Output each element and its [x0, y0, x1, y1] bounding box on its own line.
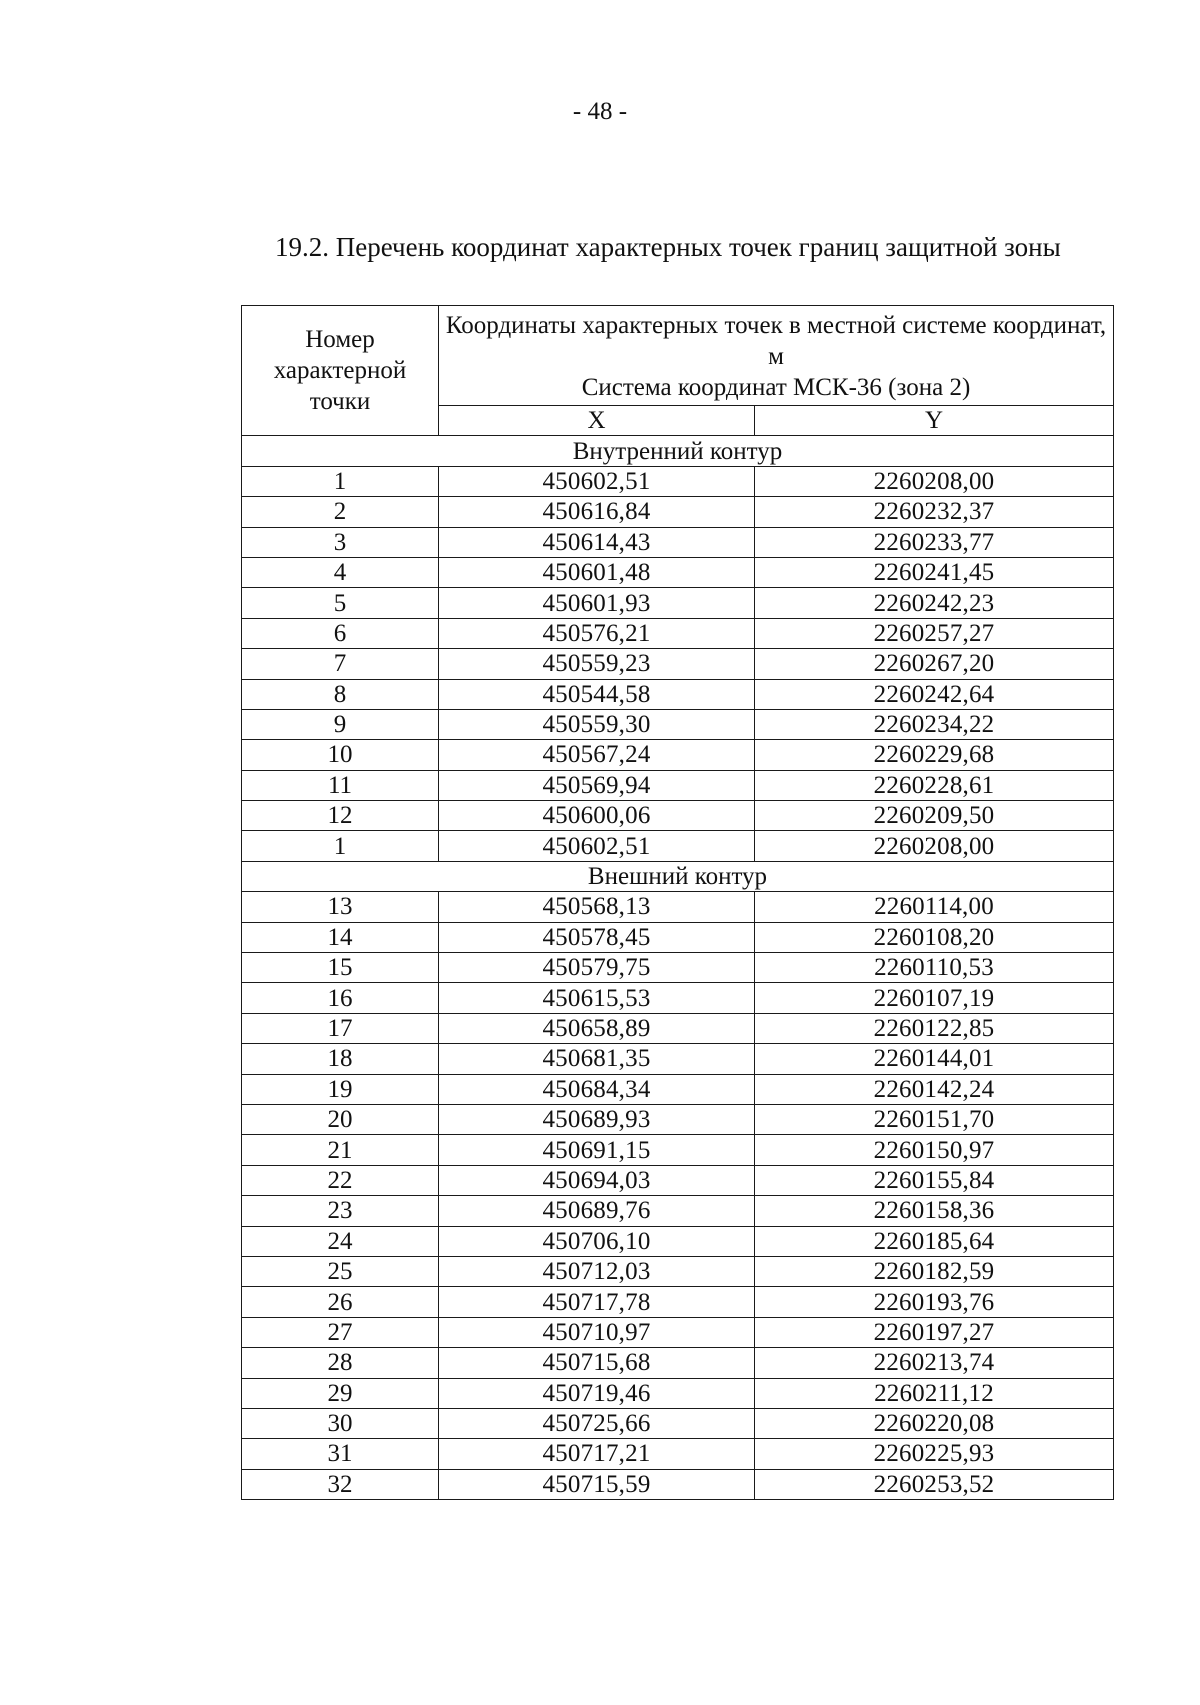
x-coordinate-cell: 450567,24 [439, 740, 755, 770]
y-coordinate-cell: 2260234,22 [755, 709, 1114, 739]
section-label: Внутренний контур [242, 436, 1114, 466]
x-coordinate-cell: 450689,93 [439, 1104, 755, 1134]
table-header-row [242, 306, 1114, 406]
table-body [242, 436, 1114, 1500]
point-number-cell: 27 [242, 1317, 439, 1347]
y-coordinate-cell: 2260242,23 [755, 588, 1114, 618]
point-number-cell: 1 [242, 831, 439, 861]
table-row [242, 679, 1114, 709]
header-coordinate-system: Система координат МСК-36 (зона 2) [581, 374, 971, 401]
x-coordinate-cell: 450614,43 [439, 527, 755, 557]
point-number-cell: 5 [242, 588, 439, 618]
table-row [242, 892, 1114, 922]
table-row [242, 740, 1114, 770]
table-row [242, 1165, 1114, 1195]
y-coordinate-cell: 2260122,85 [755, 1013, 1114, 1043]
y-coordinate-cell: 2260114,00 [755, 892, 1114, 922]
x-coordinate-cell: 450569,94 [439, 770, 755, 800]
point-number-cell: 16 [242, 983, 439, 1013]
x-coordinate-cell: 450717,21 [439, 1439, 755, 1469]
table-row [242, 1439, 1114, 1469]
x-coordinate-cell: 450559,23 [439, 649, 755, 679]
y-coordinate-cell: 2260232,37 [755, 497, 1114, 527]
y-coordinate-cell: 2260241,45 [755, 557, 1114, 587]
x-coordinate-cell: 450681,35 [439, 1044, 755, 1074]
table-row [242, 1317, 1114, 1347]
table-row [242, 618, 1114, 648]
point-number-cell: 4 [242, 557, 439, 587]
point-number-cell: 13 [242, 892, 439, 922]
x-coordinate-cell: 450602,51 [439, 466, 755, 496]
table-row [242, 922, 1114, 952]
point-number-cell: 8 [242, 679, 439, 709]
point-number-cell: 15 [242, 953, 439, 983]
y-coordinate-cell: 2260182,59 [755, 1256, 1114, 1286]
table-row [242, 1348, 1114, 1378]
y-coordinate-cell: 2260213,74 [755, 1348, 1114, 1378]
y-coordinate-cell: 2260220,08 [755, 1408, 1114, 1438]
y-coordinate-cell: 2260155,84 [755, 1165, 1114, 1195]
x-coordinate-cell: 450544,58 [439, 679, 755, 709]
x-coordinate-cell: 450576,21 [439, 618, 755, 648]
table-row [242, 588, 1114, 618]
y-coordinate-cell: 2260193,76 [755, 1287, 1114, 1317]
y-coordinate-cell: 2260151,70 [755, 1104, 1114, 1134]
point-number-cell: 26 [242, 1287, 439, 1317]
x-coordinate-cell: 450602,51 [439, 831, 755, 861]
y-coordinate-cell: 2260208,00 [755, 466, 1114, 496]
y-coordinate-cell: 2260107,19 [755, 983, 1114, 1013]
x-coordinate-cell: 450725,66 [439, 1408, 755, 1438]
header-coordinates-label: Координаты характерных точек в местной системе координат, м [445, 312, 1107, 370]
point-number-cell: 32 [242, 1469, 439, 1499]
table-row [242, 649, 1114, 679]
y-coordinate-cell: 2260233,77 [755, 527, 1114, 557]
y-coordinate-cell: 2260150,97 [755, 1135, 1114, 1165]
header-coordinates [439, 306, 1114, 406]
x-coordinate-cell: 450717,78 [439, 1287, 755, 1317]
table-row [242, 1135, 1114, 1165]
y-coordinate-cell: 2260108,20 [755, 922, 1114, 952]
x-coordinate-cell: 450568,13 [439, 892, 755, 922]
y-coordinate-cell: 2260229,68 [755, 740, 1114, 770]
table-row [242, 1074, 1114, 1104]
point-number-cell: 6 [242, 618, 439, 648]
point-number-cell: 17 [242, 1013, 439, 1043]
x-coordinate-cell: 450601,48 [439, 557, 755, 587]
y-coordinate-cell: 2260144,01 [755, 1044, 1114, 1074]
point-number-cell: 7 [242, 649, 439, 679]
header-x: X [439, 406, 755, 436]
point-number-cell: 23 [242, 1196, 439, 1226]
point-number-cell: 22 [242, 1165, 439, 1195]
table-row [242, 983, 1114, 1013]
table-row [242, 1469, 1114, 1499]
y-coordinate-cell: 2260197,27 [755, 1317, 1114, 1347]
x-coordinate-cell: 450719,46 [439, 1378, 755, 1408]
table-row [242, 527, 1114, 557]
table-row [242, 953, 1114, 983]
point-number-cell: 21 [242, 1135, 439, 1165]
point-number-cell: 20 [242, 1104, 439, 1134]
x-coordinate-cell: 450712,03 [439, 1256, 755, 1286]
section-row [242, 436, 1114, 466]
y-coordinate-cell: 2260242,64 [755, 679, 1114, 709]
x-coordinate-cell: 450715,59 [439, 1469, 755, 1499]
y-coordinate-cell: 2260257,27 [755, 618, 1114, 648]
table-row [242, 770, 1114, 800]
table-row [242, 1287, 1114, 1317]
table-row [242, 466, 1114, 496]
x-coordinate-cell: 450684,34 [439, 1074, 755, 1104]
table-row [242, 497, 1114, 527]
y-coordinate-cell: 2260209,50 [755, 801, 1114, 831]
table-row [242, 1013, 1114, 1043]
y-coordinate-cell: 2260208,00 [755, 831, 1114, 861]
x-coordinate-cell: 450706,10 [439, 1226, 755, 1256]
point-number-cell: 12 [242, 801, 439, 831]
point-number-cell: 28 [242, 1348, 439, 1378]
point-number-cell: 9 [242, 709, 439, 739]
x-coordinate-cell: 450616,84 [439, 497, 755, 527]
table-row [242, 801, 1114, 831]
y-coordinate-cell: 2260211,12 [755, 1378, 1114, 1408]
x-coordinate-cell: 450689,76 [439, 1196, 755, 1226]
x-coordinate-cell: 450559,30 [439, 709, 755, 739]
point-number-cell: 10 [242, 740, 439, 770]
x-coordinate-cell: 450658,89 [439, 1013, 755, 1043]
table-row [242, 1378, 1114, 1408]
y-coordinate-cell: 2260253,52 [755, 1469, 1114, 1499]
point-number-cell: 11 [242, 770, 439, 800]
point-number-cell: 3 [242, 527, 439, 557]
header-point-number: Номер характерной точки [242, 306, 439, 436]
x-coordinate-cell: 450710,97 [439, 1317, 755, 1347]
point-number-cell: 18 [242, 1044, 439, 1074]
table-row [242, 1104, 1114, 1134]
point-number-cell: 31 [242, 1439, 439, 1469]
coordinates-table [241, 305, 1114, 1500]
y-coordinate-cell: 2260158,36 [755, 1196, 1114, 1226]
point-number-cell: 29 [242, 1378, 439, 1408]
table-row [242, 1226, 1114, 1256]
x-coordinate-cell: 450694,03 [439, 1165, 755, 1195]
y-coordinate-cell: 2260142,24 [755, 1074, 1114, 1104]
table-row [242, 709, 1114, 739]
y-coordinate-cell: 2260185,64 [755, 1226, 1114, 1256]
table-row [242, 1044, 1114, 1074]
point-number-cell: 2 [242, 497, 439, 527]
page-title: 19.2. Перечень координат характерных точек границ защитной зоны [275, 232, 1061, 262]
section-label: Внешний контур [242, 861, 1114, 891]
table-row [242, 1408, 1114, 1438]
point-number-cell: 24 [242, 1226, 439, 1256]
x-coordinate-cell: 450715,68 [439, 1348, 755, 1378]
table-row [242, 831, 1114, 861]
point-number-cell: 1 [242, 466, 439, 496]
point-number-cell: 30 [242, 1408, 439, 1438]
point-number-cell: 14 [242, 922, 439, 952]
table-row [242, 1196, 1114, 1226]
table-row [242, 1256, 1114, 1286]
y-coordinate-cell: 2260110,53 [755, 953, 1114, 983]
table-row [242, 557, 1114, 587]
point-number-cell: 19 [242, 1074, 439, 1104]
x-coordinate-cell: 450615,53 [439, 983, 755, 1013]
point-number-cell: 25 [242, 1256, 439, 1286]
x-coordinate-cell: 450600,06 [439, 801, 755, 831]
x-coordinate-cell: 450579,75 [439, 953, 755, 983]
y-coordinate-cell: 2260225,93 [755, 1439, 1114, 1469]
section-row [242, 861, 1114, 891]
y-coordinate-cell: 2260267,20 [755, 649, 1114, 679]
page-number: - 48 - [572, 98, 628, 125]
x-coordinate-cell: 450601,93 [439, 588, 755, 618]
y-coordinate-cell: 2260228,61 [755, 770, 1114, 800]
x-coordinate-cell: 450578,45 [439, 922, 755, 952]
header-y: Y [755, 406, 1114, 436]
x-coordinate-cell: 450691,15 [439, 1135, 755, 1165]
